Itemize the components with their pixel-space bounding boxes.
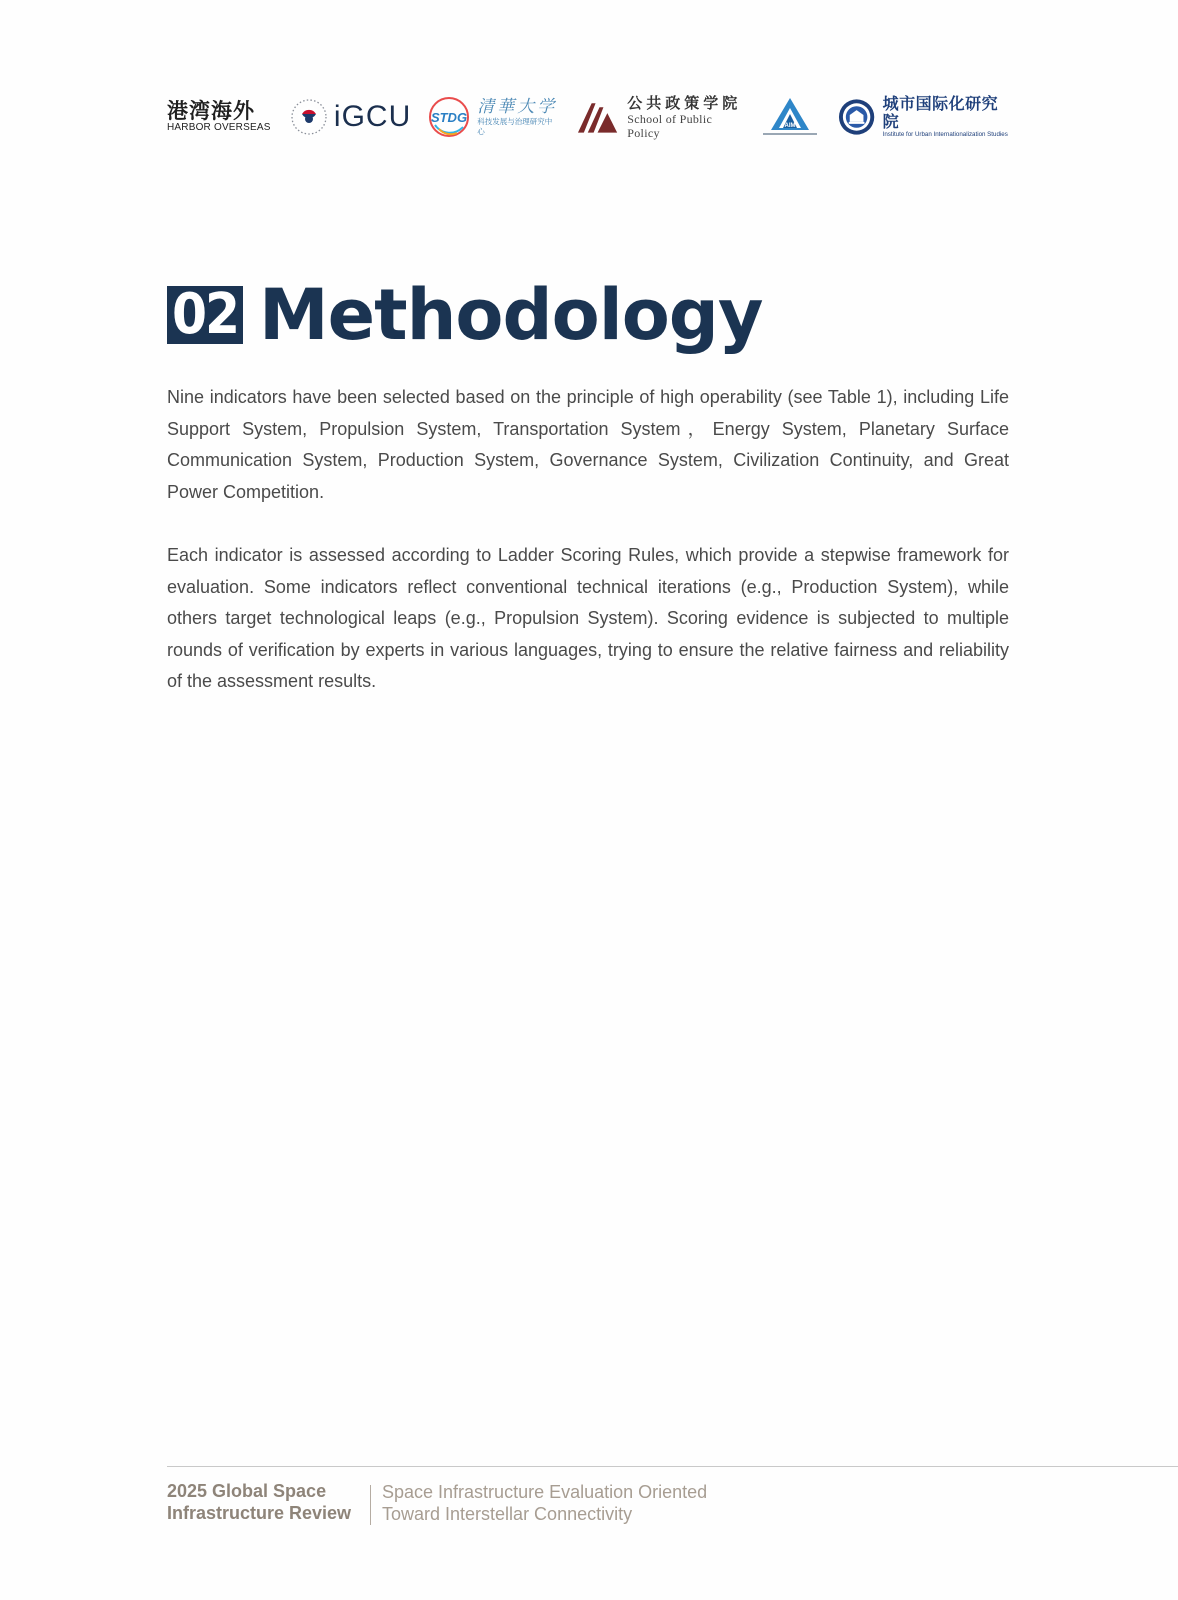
footer-divider [167,1466,1178,1467]
tsinghua-logo-cn: 清華大学 [477,96,558,117]
spp-logo-cn: 公共政策学院 [627,94,742,112]
iuis-logo-cn: 城市国际化研究院 [882,94,999,131]
tsinghua-logo [477,98,558,137]
iuis-logo-en: Institute for Urban Internationalization Studies [882,131,1008,138]
spp-emblem-icon [576,99,619,135]
stdg-logo-text: STDG [431,110,468,125]
footer-separator [370,1485,371,1525]
harbor-logo-cn: 港湾海外 [167,99,255,123]
igcu-logo [289,97,411,137]
igcu-logo-text: iGCU [333,100,412,133]
aim-logo-text: AIM [784,123,796,129]
iuis-logo [837,95,1012,139]
body-paragraph-2: Each indicator is assessed according to Ladder Scoring Rules, which provide a stepwise framework for evaluation. Some indicators reflect conventional technical iterations (e.g., Production System), while others target technological leaps (e.g., Propulsion System). Scoring evidence is subjected to multiple rounds of verification by experts in various languages, trying to ensure the relative fairness and reliability of the assessment results. [167,545,1009,691]
footer-tagline-line2: Toward Interstellar Connectivity [382,1504,633,1524]
igcu-emblem-icon [289,97,329,137]
harbor-overseas-logo [167,100,273,134]
footer-tagline [382,1481,707,1525]
school-public-policy-logo [576,94,745,140]
aim-emblem-icon [761,96,819,138]
body-paragraph-1: Nine indicators have been selected based on the principle of high operability (see Table 1), including Life Support System, Propulsion System, Transportation System，Energy System, Planetary Surface Communication System, Production System, Governance System, Civilization Continuity, and Great Power Competition. [167,387,1009,502]
partner-logos-bar [167,92,1012,142]
iuis-emblem-icon [837,97,876,137]
harbor-logo-en: HARBOR OVERSEAS [167,122,271,133]
aim-logo [761,96,819,138]
section-number: 02 [167,286,243,344]
stdg-logo [427,95,471,139]
footer-report-line1: 2025 Global Space [167,1481,327,1501]
section-heading [167,270,763,360]
footer-report-line2: Infrastructure Review [167,1503,352,1523]
footer-tagline-line1: Space Infrastructure Evaluation Oriented [382,1482,708,1502]
section-title: Methodology [259,274,763,356]
section-body [167,382,1009,730]
stdg-emblem-icon [427,95,471,139]
tsinghua-logo-sub: 科技发展与治理研究中心 [477,116,553,136]
footer-report-title [167,1480,367,1524]
spp-logo-en: School of Public Policy [627,112,713,140]
